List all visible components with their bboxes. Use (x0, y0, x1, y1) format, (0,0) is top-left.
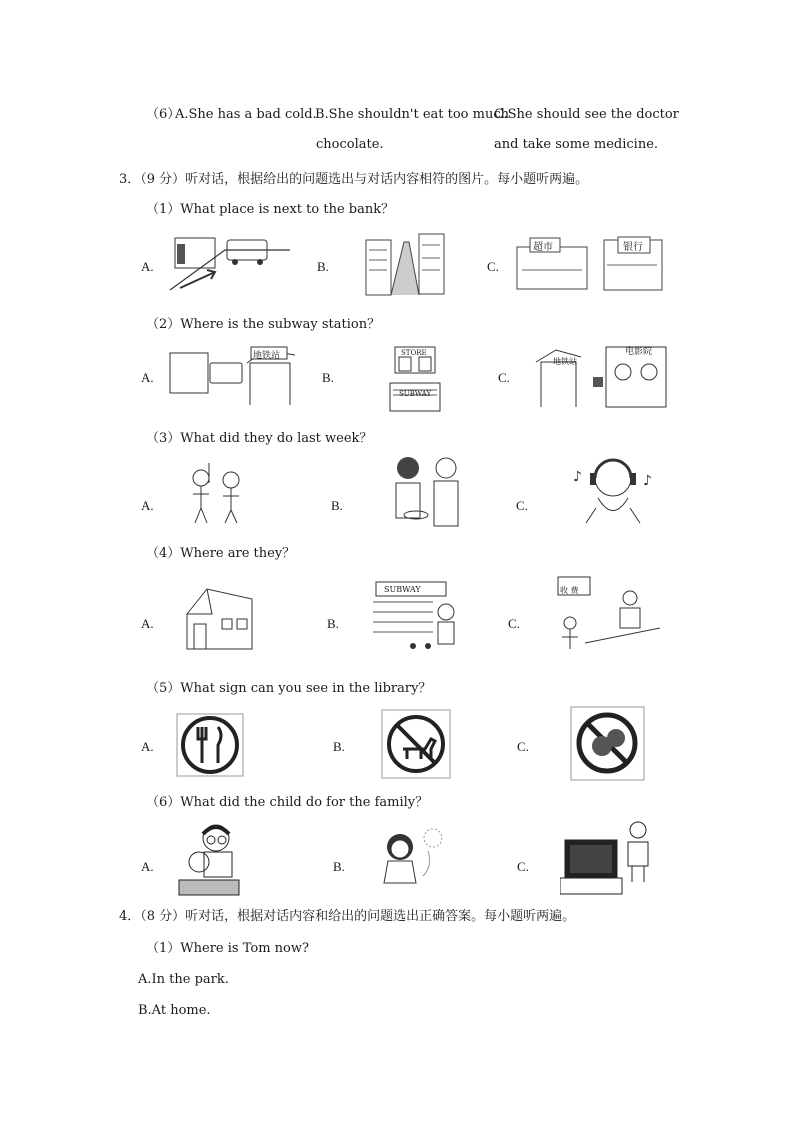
s3-q5-label-a: A. (141, 739, 154, 754)
s3-q1-pic-a (165, 230, 295, 295)
top-option-b-line2: chocolate. (316, 137, 384, 152)
s3-q5-label-c: C. (517, 739, 529, 754)
s3-q6-pic-c (560, 818, 660, 898)
s3-q3-text: （3）What did they do last week？ (146, 431, 373, 446)
s3-q6-label-b: B. (333, 859, 345, 874)
s3-q1-sign-supermarket: 超市 (533, 242, 553, 253)
s3-q2-sign-cinema: 电影院 (625, 347, 653, 357)
s3-q3-pic-b (388, 453, 466, 533)
s4-q1-option-b: B.At home. (138, 1003, 211, 1018)
s3-q1-sign-bank: 银行 (623, 242, 643, 253)
s3-q5-label-b: B. (333, 739, 345, 754)
s3-q5-pic-b (381, 709, 451, 779)
s3-q6-label-c: C. (517, 859, 529, 874)
top-option-a: A.She has a bad cold. (175, 107, 317, 122)
s3-q4-sign-b: SUBWAY (384, 585, 421, 594)
s3-q2-label-b: B. (322, 370, 334, 385)
s3-q1-label-c: C. (487, 259, 499, 274)
section4-heading: 4．（8 分）听对话，根据对话内容和给出的问题选出正确答案。每小题听两遍。 (119, 909, 576, 924)
s3-q4-label-b: B. (327, 616, 339, 631)
s3-q6-label-a: A. (141, 859, 154, 874)
s3-q2-sign-c1: 地铁站 (553, 357, 577, 366)
s3-q2-label-a: A. (141, 370, 154, 385)
s3-q6-pic-a (174, 820, 250, 900)
s3-q2-sign-a: 地铁站 (253, 351, 281, 361)
s3-q4-text: （4）Where are they？ (146, 546, 296, 561)
section3-heading: 3．（9 分）听对话，根据给出的问题选出与对话内容相符的图片。每小题听两遍。 (119, 172, 589, 187)
s3-q4-label-a: A. (141, 616, 154, 631)
svg-text:♪: ♪ (573, 469, 582, 485)
top-question-number: （6） (146, 107, 181, 122)
s3-q1-text: （1）What place is next to the bank？ (146, 202, 395, 217)
s3-q4-sign-c: 收 费 (560, 586, 579, 595)
s4-q1-option-a: A.In the park. (138, 972, 229, 987)
s3-q5-pic-a (176, 713, 244, 777)
s4-q1-text: （1）Where is Tom now? (146, 941, 309, 956)
top-option-c-line2: and take some medicine. (494, 137, 659, 152)
s3-q3-label-a: A. (141, 498, 154, 513)
s3-q2-text: （2）Where is the subway station？ (146, 317, 381, 332)
s3-q2-sign-store: STORE (401, 349, 427, 357)
s3-q4-pic-a (182, 584, 257, 656)
s3-q2-sign-subway: SUBWAY (399, 390, 432, 398)
top-option-b-line1: B.She shouldn't eat too much (315, 107, 509, 122)
s3-q3-pic-a (183, 458, 253, 528)
s3-q5-pic-c (570, 706, 645, 781)
s3-q1-label-b: B. (317, 259, 329, 274)
s3-q6-text: （6）What did the child do for the family？ (146, 795, 429, 810)
svg-text:♪: ♪ (643, 473, 652, 489)
s3-q4-label-c: C. (508, 616, 520, 631)
s3-q6-pic-b (378, 823, 450, 889)
s3-q3-label-c: C. (516, 498, 528, 513)
s3-q2-label-c: C. (498, 370, 510, 385)
s3-q5-text: （5）What sign can you see in the library？ (146, 681, 432, 696)
s3-q1-pic-b (364, 230, 449, 302)
s3-q3-pic-c (568, 453, 658, 535)
top-option-c-line1: C.She should see the doctor (494, 107, 679, 122)
s3-q3-label-b: B. (331, 498, 343, 513)
s3-q1-label-a: A. (141, 259, 154, 274)
